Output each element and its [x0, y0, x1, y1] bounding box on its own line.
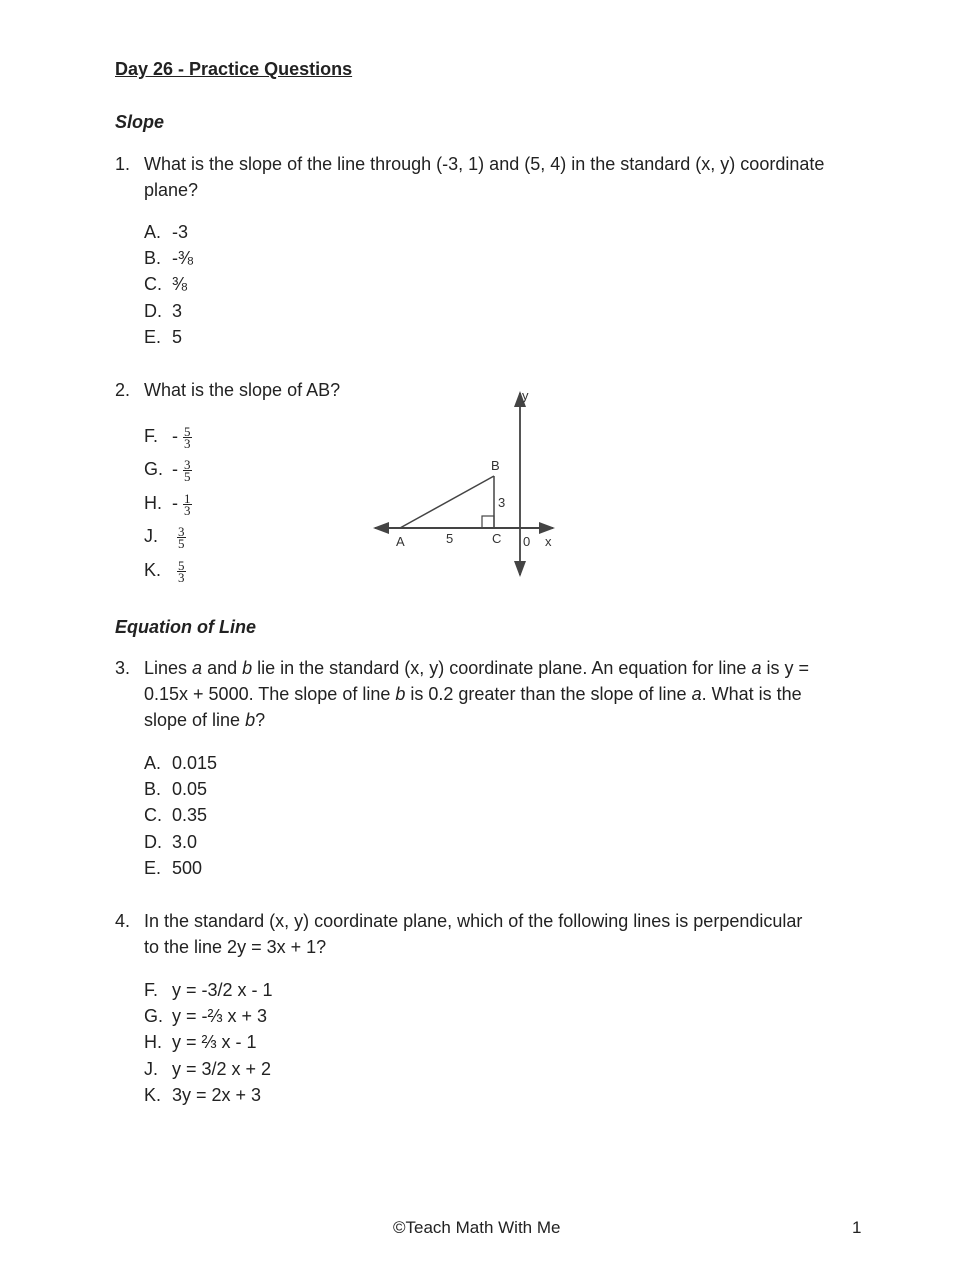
answer-option [144, 752, 217, 774]
option-key: F. [144, 426, 159, 446]
option-key: B. [144, 779, 162, 799]
label-base: 5 [446, 531, 454, 546]
fraction: $\frac{5}{3}$ [178, 557, 185, 585]
option-text: y = -3/2 x - 1 [172, 980, 273, 1000]
option-key: B. [144, 248, 162, 268]
option-text: 500 [172, 858, 203, 878]
question-text: Lines a and b lie in the standard (x, y) coordinate plane. An equation for line a is y = [144, 658, 809, 678]
answer-option [144, 1084, 261, 1106]
option-text: y = 3/2 x + 2 [172, 1059, 272, 1079]
label-b: B [491, 458, 500, 473]
option-key: F. [144, 980, 159, 1000]
fraction: $\frac{3}{5}$ [184, 456, 191, 484]
option-text: y = ⅔ x - 1 [172, 1032, 257, 1052]
option-key: E. [144, 327, 162, 347]
question-text: In the standard (x, y) coordinate plane, which of the following lines is perpendicular [144, 911, 803, 931]
option-text: 3 [172, 301, 183, 321]
question-number: 4. [115, 911, 131, 931]
option-key: J. [144, 1059, 159, 1079]
answer-option [144, 979, 273, 1001]
question-text: 0.15x + 5000. The slope of line b is 0.2 greater than the slope of line a. What is the [144, 684, 802, 704]
answer-option [144, 1005, 267, 1027]
option-text: ⅜ [172, 274, 188, 294]
answer-option [144, 831, 197, 853]
footer-copyright: ©Teach Math With Me [393, 1218, 561, 1237]
page-number: 1 [852, 1218, 862, 1237]
label-height: 3 [498, 495, 506, 510]
option-key: A. [144, 222, 162, 242]
option-key: C. [144, 805, 162, 825]
option-key: C. [144, 274, 162, 294]
label-c: C [492, 531, 502, 546]
segment-ab [400, 476, 494, 528]
option-sign: - [172, 493, 178, 513]
answer-option [144, 804, 207, 826]
option-text: 5 [172, 327, 183, 347]
option-key: K. [144, 560, 162, 580]
option-text: 3y = 2x + 3 [172, 1085, 262, 1105]
option-key: E. [144, 858, 162, 878]
section-heading-slope: Slope [115, 112, 165, 132]
label-x: x [545, 534, 552, 549]
question-number: 3. [115, 658, 131, 678]
option-key: H. [144, 493, 162, 513]
option-text: 0.35 [172, 805, 208, 825]
option-key: J. [144, 526, 159, 546]
option-text: 3.0 [172, 832, 198, 852]
question-text: What is the slope of AB? [144, 380, 341, 400]
label-y: y [522, 388, 529, 403]
answer-option [144, 857, 202, 879]
question-text: to the line 2y = 3x + 1? [144, 937, 327, 957]
fraction: $\frac{1}{3}$ [184, 490, 191, 518]
option-key: K. [144, 1085, 162, 1105]
option-text: y = -⅔ x + 3 [172, 1006, 268, 1026]
question-text: slope of line b? [144, 710, 266, 730]
answer-option [144, 1031, 257, 1053]
right-angle-mark [482, 516, 494, 528]
label-origin: 0 [523, 534, 531, 549]
option-sign: - [172, 459, 178, 479]
option-key: D. [144, 301, 162, 321]
page-title: Day 26 - Practice Questions [115, 59, 353, 79]
section-heading-equation: Equation of Line [115, 617, 256, 637]
label-a: A [396, 534, 405, 549]
option-key: G. [144, 459, 164, 479]
answer-option [144, 778, 207, 800]
question-text: plane? [144, 180, 199, 200]
option-key: H. [144, 1032, 162, 1052]
option-text: -⅜ [172, 248, 194, 268]
option-key: A. [144, 753, 162, 773]
fraction: $\frac{5}{3}$ [184, 423, 191, 451]
option-key: D. [144, 832, 162, 852]
option-text: 0.015 [172, 753, 218, 773]
question-number: 1. [115, 154, 131, 174]
question-text: What is the slope of the line through (-3, 1) and (5, 4) in the standard (x, y) coordinate [144, 154, 825, 174]
option-sign: - [172, 426, 178, 446]
answer-option [144, 1058, 271, 1080]
question-number: 2. [115, 380, 131, 400]
option-text: 0.05 [172, 779, 208, 799]
option-text: -3 [172, 222, 189, 242]
option-key: G. [144, 1006, 164, 1026]
fraction: $\frac{3}{5}$ [178, 523, 185, 551]
